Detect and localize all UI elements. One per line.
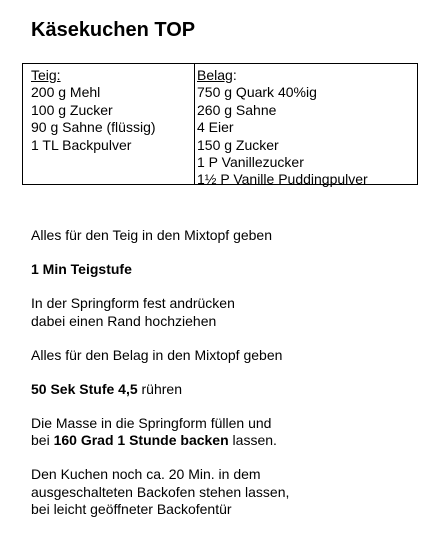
step-6-prefix: bei [31, 432, 54, 448]
belag-heading: Belag [197, 67, 233, 83]
step-3-line-2: dabei einen Rand hochziehen [31, 312, 217, 329]
belag-heading-colon: : [232, 67, 237, 83]
step-6-line-1: Die Masse in die Springform füllen und [31, 414, 272, 431]
step-6-emphasis: 160 Grad 1 Stunde backen [53, 432, 229, 448]
step-4: Alles für den Belag in den Mixtopf geben [31, 346, 283, 363]
belag-item: 260 g Sahne [197, 101, 277, 118]
belag-item: 4 Eier [197, 119, 234, 136]
step-7-line-1: Den Kuchen noch ca. 20 Min. in dem [31, 466, 261, 482]
teig-item: 90 g Sahne (flüssig) [31, 119, 156, 136]
recipe-title: Käsekuchen TOP [31, 19, 196, 41]
step-7 [31, 466, 289, 519]
step-5 [31, 381, 289, 399]
teig-item: 1 TL Backpulver [31, 136, 132, 153]
step-2: 1 Min Teigstufe [31, 261, 132, 277]
ingredients-table [22, 63, 418, 188]
step-6 [31, 415, 289, 450]
teig-heading: Teig: [31, 67, 61, 83]
step-5-text: rühren [137, 380, 182, 397]
step-1: Alles für den Teig in den Mixtopf geben [31, 227, 273, 243]
belag-item: 1½ P Vanille Puddingpulver [197, 171, 368, 188]
teig-item: 100 g Zucker [31, 101, 113, 118]
instructions [31, 227, 289, 535]
step-7-line-3: bei leicht geöffneter Backofentür [31, 501, 232, 517]
step-6-suffix: lassen. [228, 432, 277, 448]
step-5-emphasis: 50 Sek Stufe 4,5 [31, 380, 138, 397]
belag-item: 750 g Quark 40%ig [197, 84, 317, 101]
step-3 [31, 295, 289, 330]
step-7-line-2: ausgeschalteten Backofen stehen lassen, [31, 483, 290, 500]
step-3-line-1: In der Springform fest andrücken [31, 295, 235, 311]
belag-item: 150 g Zucker [197, 136, 279, 153]
belag-column [195, 64, 417, 188]
teig-column [23, 64, 195, 184]
belag-item: 1 P Vanillezucker [197, 154, 304, 171]
teig-item: 200 g Mehl [31, 84, 101, 101]
